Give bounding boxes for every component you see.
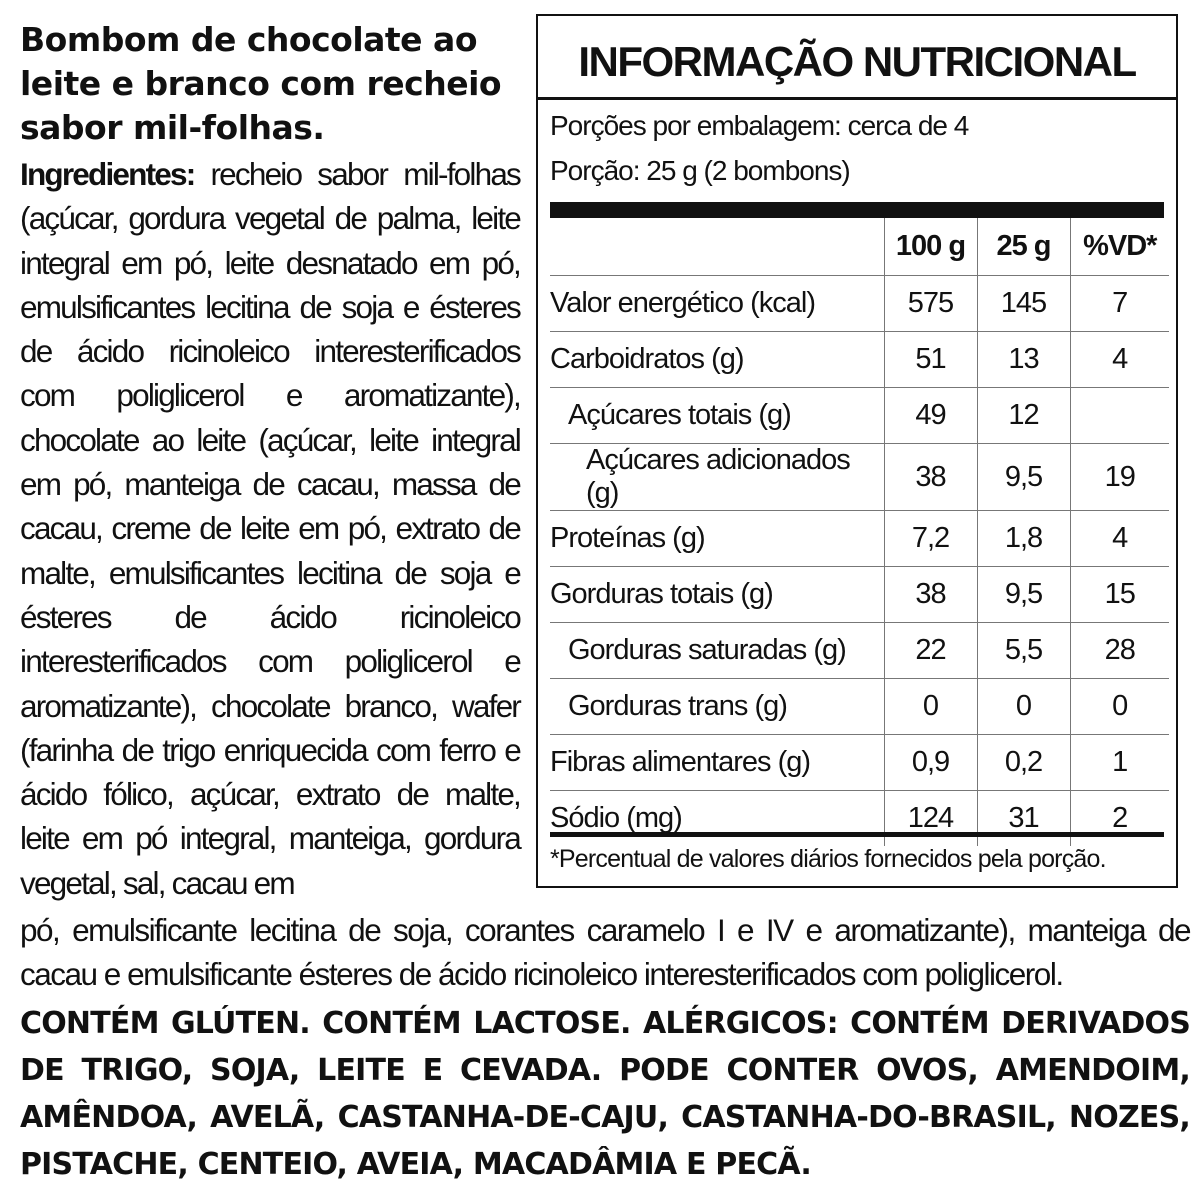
table-row [550,276,1169,332]
table-row [550,567,1169,623]
value-100g: 51 [884,332,977,388]
value-25g: 0 [977,679,1070,735]
nutrition-table [550,218,1169,846]
value-25g: 1,8 [977,511,1070,567]
divider-thick [550,202,1164,218]
header-label [550,218,884,276]
ingredients-text [20,152,520,905]
value-100g: 49 [884,388,977,444]
row-label: Carboidratos (g) [550,332,884,388]
table-header-row [550,218,1169,276]
table-row [550,511,1169,567]
divider-bottom [550,832,1164,837]
value-25g: 9,5 [977,444,1070,511]
product-title: Bombom de chocolate ao leite e branco com recheio sabor mil-folhas. [20,20,502,147]
table-row [550,735,1169,791]
nutrition-title: INFORMAÇÃO NUTRICIONAL [578,38,1136,85]
value-25g: 31 [977,791,1070,847]
table-row [550,332,1169,388]
table-row [550,623,1169,679]
row-label: Açúcares totais (g) [550,388,884,444]
table-row [550,791,1169,847]
value-25g: 0,2 [977,735,1070,791]
table-row [550,388,1169,444]
divider [538,97,1176,100]
value-100g: 38 [884,567,977,623]
portion-size: Porção: 25 g (2 bombons) [550,155,850,186]
value-100g: 124 [884,791,977,847]
table-row [550,679,1169,735]
value-vd [1070,388,1169,444]
value-vd: 15 [1070,567,1169,623]
value-vd: 2 [1070,791,1169,847]
header-100g: 100 g [884,218,977,276]
value-25g: 12 [977,388,1070,444]
row-label: Fibras alimentares (g) [550,735,884,791]
servings-per-package: Porções por embalagem: cerca de 4 [550,110,969,141]
nutrition-facts-panel [536,14,1178,888]
ingredients-continuation: pó, emulsificante lecitina de soja, corantes caramelo I e IV e aromatizante), manteiga de cacau e emulsificante ésteres de ácido ricinoleico interesterificados com poliglicerol. [20,912,1190,993]
row-label: Açúcares adicionados (g) [550,444,884,511]
value-100g: 7,2 [884,511,977,567]
value-vd: 4 [1070,332,1169,388]
value-vd: 7 [1070,276,1169,332]
allergen-warning: CONTÉM GLÚTEN. CONTÉM LACTOSE. ALÉRGICOS: CONTÉM DERIVADOS DE TRIGO, SOJA, LEITE E CEVADA. PODE CONTER OVOS, AMENDOIM, AMÊNDOA, AVELÃ, CASTANHA-DE-CAJU, CASTANHA-DO-BRASIL, NOZES, PISTACHE, CENTEIO, AVEIA, MACADÂMIA E PECÃ. [20,1006,1190,1182]
value-100g: 22 [884,623,977,679]
table-row [550,444,1169,511]
value-100g: 0 [884,679,977,735]
value-100g: 38 [884,444,977,511]
value-vd: 28 [1070,623,1169,679]
value-vd: 19 [1070,444,1169,511]
header-25g: 25 g [977,218,1070,276]
value-25g: 5,5 [977,623,1070,679]
ingredients-body: recheio sabor mil-folhas (açúcar, gordura vegetal de palma, leite integral em pó, leite desnatado em pó, emulsificantes lecitina de soja e ésteres de ácido ricinoleico interesterificados com poliglicerol e aromatizante), chocolate ao leite (açúcar, leite integral em pó, manteiga de cacau, massa de cacau, creme de leite em pó, extrato de malte, emulsificantes lecitina de soja e ésteres de ácido ricinoleico interesterificados com poliglicerol e aromatizante), chocolate branco, wafer (farinha de trigo enriquecida com ferro e ácido fólico, açúcar, extrato de malte, leite em pó integral, manteiga, gordura vegetal, sal, cacau em [20,156,520,901]
value-vd: 0 [1070,679,1169,735]
value-vd: 4 [1070,511,1169,567]
value-100g: 575 [884,276,977,332]
header-vd: %VD* [1070,218,1169,276]
value-25g: 13 [977,332,1070,388]
value-25g: 9,5 [977,567,1070,623]
row-label: Gorduras totais (g) [550,567,884,623]
value-vd: 1 [1070,735,1169,791]
value-100g: 0,9 [884,735,977,791]
row-label: Proteínas (g) [550,511,884,567]
footnote: *Percentual de valores diários fornecidos pela porção. [550,845,1106,873]
row-label: Valor energético (kcal) [550,276,884,332]
value-25g: 145 [977,276,1070,332]
row-label: Sódio (mg) [550,802,682,834]
ingredients-label: Ingredientes: [20,156,195,192]
row-label: Gorduras trans (g) [550,679,884,735]
row-label: Gorduras saturadas (g) [550,623,884,679]
